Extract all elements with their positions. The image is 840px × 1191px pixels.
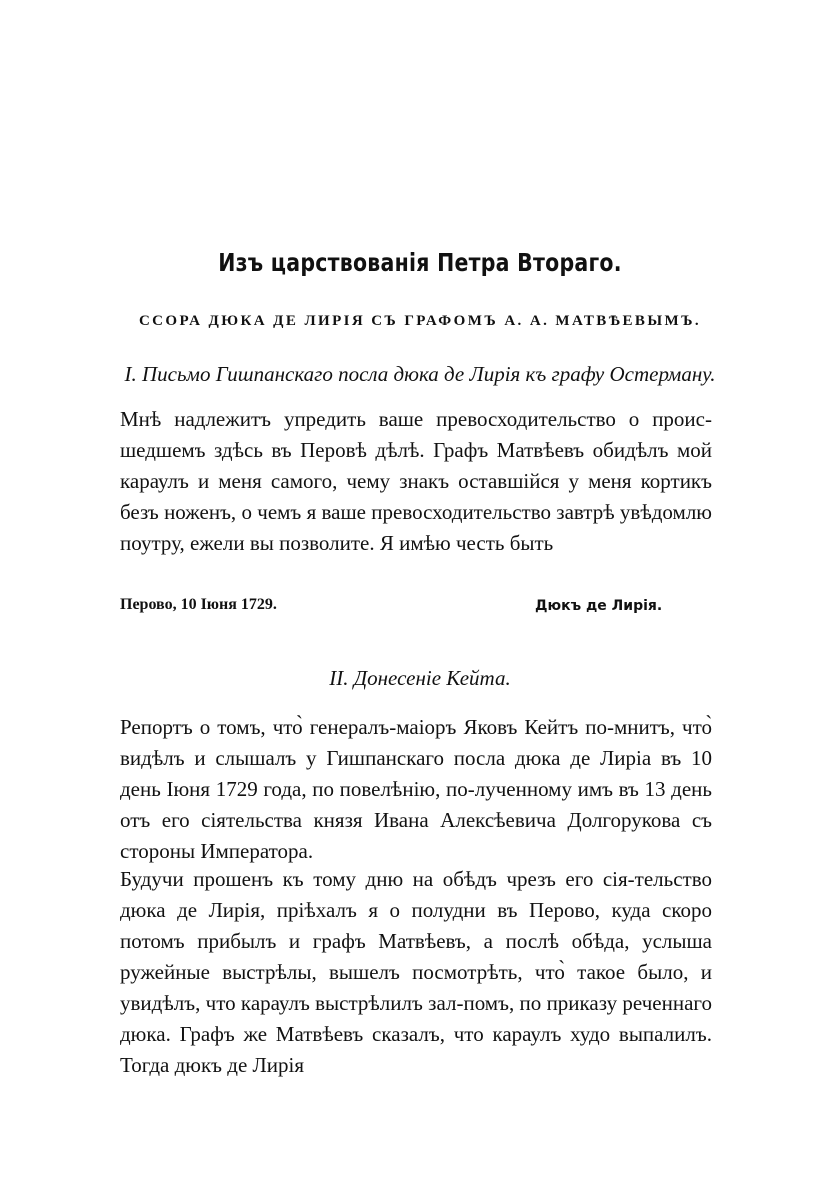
page-title: Изъ царствованія Петра Втораго.: [218, 248, 622, 277]
section2-paragraph2: Будучи прошенъ къ тому дню на обѣдъ чрезъ его сія-тельство дюка де Лирія, пріѣхалъ я о полудни въ Перово, куда скоро потомъ прибылъ и графъ Матвѣевъ, а послѣ обѣда, услыша ружейные выстрѣлы, вышелъ посмотрѣть, что̀ такое было, и увидѣлъ, что караулъ выстрѣлилъ зал-помъ, по приказу реченнаго дюка. Графъ же Матвѣевъ сказалъ, что караулъ худо выпалилъ. Тогда дюкъ де Лирія: [120, 867, 712, 1077]
section2-heading: II. Донесеніе Кейта.: [329, 666, 511, 690]
section1-heading: I. Письмо Гишпанскаго посла дюка де Лирія къ графу Остерману.: [124, 362, 716, 386]
section1-body: Мнѣ надлежитъ упредить ваше превосходительство о проис-шедшемъ здѣсь въ Перовѣ дѣлѣ. Графъ Матвѣевъ обидѣлъ мой караулъ и меня самого, чему знакъ оставшійся у меня кортикъ безъ ноженъ, о чемъ я ваше превосходительство завтрѣ увѣдомлю поутру, ежели вы позволите. Я имѣю честь быть: [120, 407, 712, 555]
section2-paragraph1: Репортъ о томъ, что̀ генералъ-маіоръ Яковъ Кейтъ по-мнитъ, что̀ видѣлъ и слышалъ у Гишпанскаго посла дюка де Лиріа въ 10 день Іюня 1729 года, по повелѣнію, по-лученному имъ въ 13 день отъ его сіятельства князя Ивана Алексѣевича Долгорукова съ стороны Императора.: [120, 715, 712, 863]
page-subtitle: ССОРА ДЮКА ДЕ ЛИРІЯ СЪ ГРАФОМЪ А. А. МАТВѢЕВЫМЪ.: [138, 313, 702, 329]
section1-signature: Дюкъ де Лирія.: [535, 598, 663, 614]
section1-place-date: Перово, 10 Іюня 1729.: [120, 596, 277, 613]
